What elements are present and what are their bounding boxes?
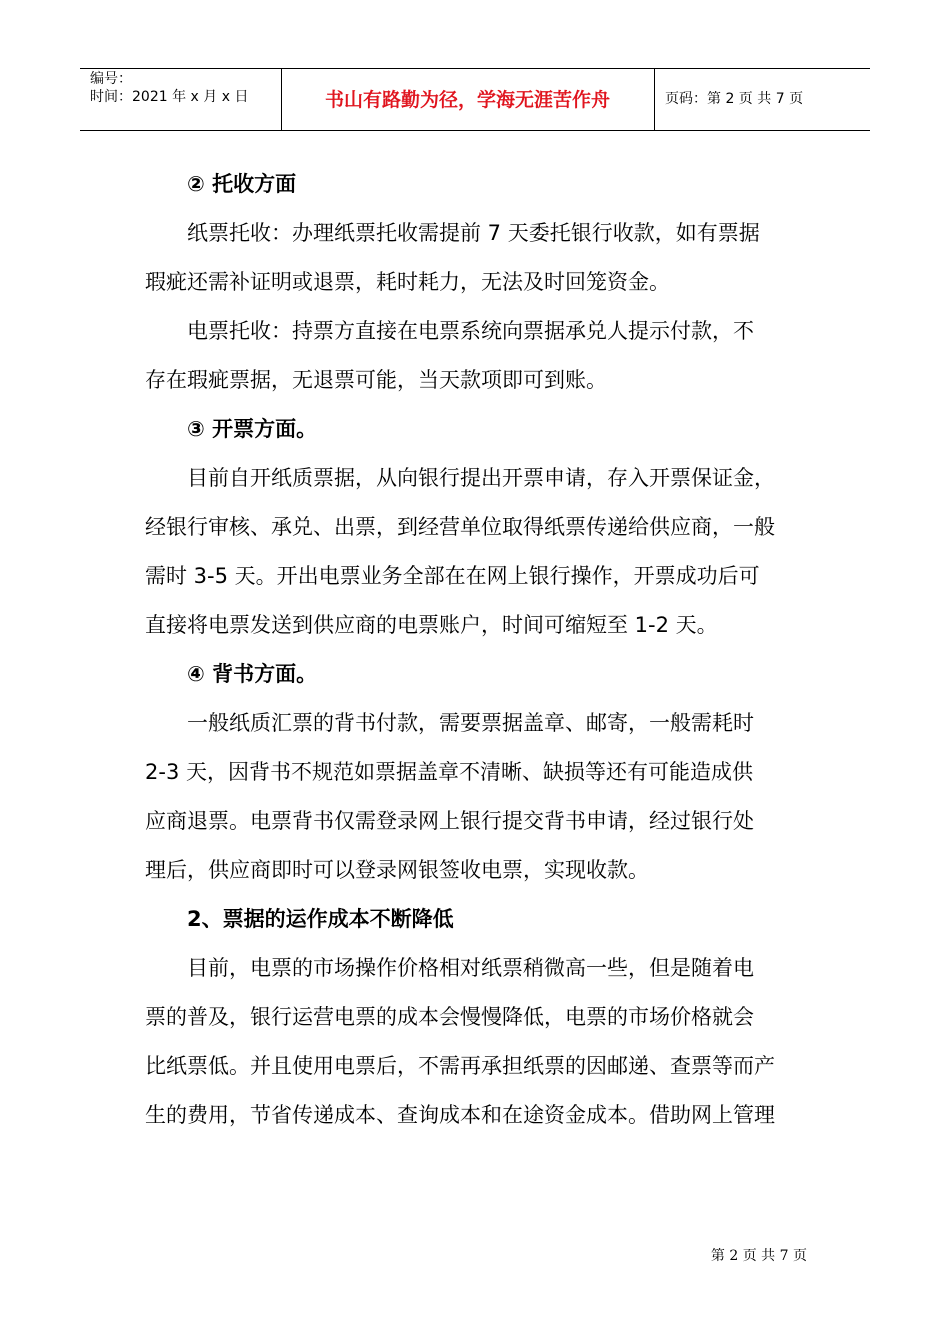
- paragraph-line: 比纸票低。并且使用电票后，不需再承担纸票的因邮递、查票等而产: [145, 1054, 775, 1078]
- paragraph-line: 纸票托收：办理纸票托收需提前 7 天委托银行收款，如有票据: [187, 221, 760, 245]
- paragraph-line: 目前自开纸质票据，从向银行提出开票申请，存入开票保证金，: [187, 466, 775, 490]
- paragraph-line: 理后，供应商即时可以登录网银签收电票，实现收款。: [145, 858, 649, 882]
- document-body: [145, 160, 810, 1140]
- paragraph-line: 票的普及，银行运营电票的成本会慢慢降低，电票的市场价格就会: [145, 1005, 754, 1029]
- paragraph-line: 目前，电票的市场操作价格相对纸票稍微高一些，但是随着电: [187, 956, 754, 980]
- document-date-label: 时间：2021 年 x 月 x 日: [90, 89, 249, 105]
- paragraph-line: 经银行审核、承兑、出票，到经营单位取得纸票传递给供应商，一般: [145, 515, 775, 539]
- header-page-cell: [655, 69, 870, 130]
- paragraph-line: 瑕疵还需补证明或退票，耗时耗力，无法及时回笼资金。: [145, 270, 670, 294]
- document-number-label: 编号：: [90, 71, 132, 87]
- paragraph-line: 直接将电票发送到供应商的电票账户，时间可缩短至 1-2 天。: [145, 613, 718, 637]
- section-heading-endorsement: ④ 背书方面。: [187, 662, 318, 686]
- paragraph-line: 存在瑕疵票据，无退票可能，当天款项即可到账。: [145, 368, 607, 392]
- paragraph-line: 生的费用，节省传递成本、查询成本和在途资金成本。借助网上管理: [145, 1103, 775, 1127]
- section-heading-issuing: ③ 开票方面。: [187, 417, 318, 441]
- page-header: [80, 68, 870, 131]
- header-info-cell: [80, 69, 282, 130]
- paragraph-line: 需时 3-5 天。开出电票业务全部在在网上银行操作，开票成功后可: [145, 564, 760, 588]
- section-heading-cost: 2、票据的运作成本不断降低: [187, 907, 454, 931]
- header-motto-cell: [281, 69, 655, 130]
- section-heading-collection: ② 托收方面: [187, 172, 297, 196]
- header-page-number: 页码：第 2 页 共 7 页: [665, 91, 804, 107]
- paragraph-line: 一般纸质汇票的背书付款，需要票据盖章、邮寄，一般需耗时: [187, 711, 754, 735]
- paragraph-line: 应商退票。电票背书仅需登录网上银行提交背书申请，经过银行处: [145, 809, 754, 833]
- paragraph-line: 电票托收：持票方直接在电票系统向票据承兑人提示付款，不: [187, 319, 754, 343]
- footer-page-number: 第 2 页 共 7 页: [710, 1248, 807, 1264]
- header-motto: 书山有路勤为径，学海无涯苦作舟: [324, 89, 610, 111]
- paragraph-line: 2-3 天，因背书不规范如票据盖章不清晰、缺损等还有可能造成供: [145, 760, 753, 784]
